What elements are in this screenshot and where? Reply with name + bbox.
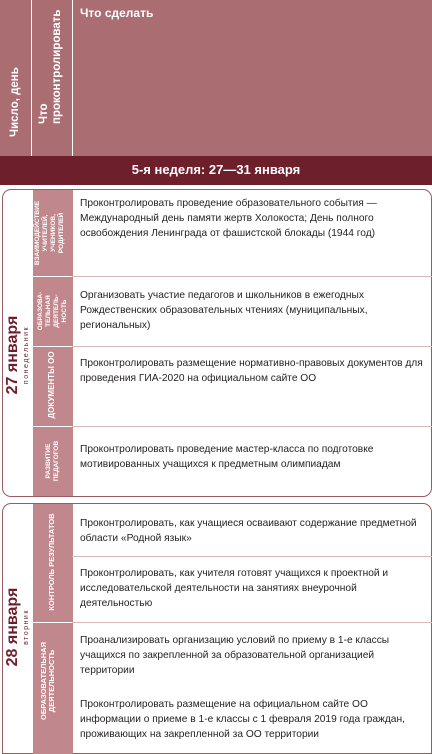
header-divider bbox=[72, 0, 73, 156]
task-text: Проконтролировать проведение мастер-класса по подготовке мотивированных учащихся к предметным олимпиадам bbox=[80, 444, 374, 470]
divider bbox=[33, 346, 73, 347]
day-weekday: вторник bbox=[23, 609, 30, 645]
category-label: ОБРАЗОВАТЕЛЬНАЯ ДЕЯТЕЛЬНОСТЬ bbox=[39, 642, 56, 720]
header-control-column bbox=[31, 0, 71, 156]
task-text: Проконтролировать, как учащиеся осваивают содержание предметной области «Родной язык» bbox=[80, 518, 417, 544]
category-label: ОБРАЗОВА- ТЕЛЬНАЯ ДЕЯТЕЛЬ- НОСТЬ bbox=[37, 291, 68, 331]
divider bbox=[33, 622, 73, 623]
week-title: 5-я неделя: 27—31 января bbox=[131, 162, 301, 177]
task-text: Организовать участие педагогов и школьников в ежегодных Рождественских образовательных чтениях (муниципальных, региональных) bbox=[80, 290, 368, 331]
task-text: Проанализировать организацию условий по приему в 1-е классы учащихся по закрепленной за образовательной организацией территории bbox=[80, 635, 390, 676]
header-date-label: Число, день bbox=[9, 67, 21, 137]
task-text: Проконтролировать размещение на официальном сайте ОО информации о приеме в 1-е классы с 1 февраля 2019 года граждан, проживающих на закрепленной за ОО территории bbox=[80, 699, 405, 740]
category-label: ДОКУМЕНТЫ ОО bbox=[47, 351, 56, 419]
header-date-column bbox=[0, 0, 31, 156]
category-label: РАЗВИТИЕ ПЕДАГОГОВ bbox=[45, 440, 60, 482]
divider bbox=[72, 556, 432, 557]
task-text: Проконтролировать размещение нормативно-правовых документов для проведения ГИА-2020 на официальном сайте ОО bbox=[80, 358, 423, 384]
header-control-label: Что проконтролировать bbox=[38, 9, 63, 124]
day-date: 28 января bbox=[4, 587, 21, 667]
divider bbox=[72, 426, 432, 427]
task-text: Проконтролировать проведение образовательного события — Международный день памяти жертв Холокоста; День полного освобождения Ленинграда от фашистской блокады (1944 год) bbox=[80, 198, 377, 239]
category-label: ВЗАИМОДЕЙСТВИЕ УЧИТЕЛЕЙ, УЧЕНИКОВ, РОДИТЕЛЕЙ bbox=[34, 200, 65, 266]
divider bbox=[72, 276, 432, 277]
day-label bbox=[4, 310, 31, 400]
day-weekday: понедельник bbox=[23, 325, 30, 385]
day-date: 27 января bbox=[4, 315, 21, 395]
day-label bbox=[4, 572, 31, 682]
divider bbox=[72, 346, 432, 347]
divider bbox=[33, 426, 73, 427]
header-what-label: Что сделать bbox=[80, 6, 154, 20]
category-label: КОНТРОЛЬ РЕЗУЛЬТАТОВ bbox=[47, 513, 56, 611]
task-text: Проконтролировать, как учителя готовят учащихся к проектной и исследовательской деятельности на занятиях внеурочной деятельностью bbox=[80, 568, 389, 609]
divider bbox=[33, 276, 73, 277]
week-banner bbox=[0, 156, 432, 185]
divider bbox=[72, 622, 432, 623]
